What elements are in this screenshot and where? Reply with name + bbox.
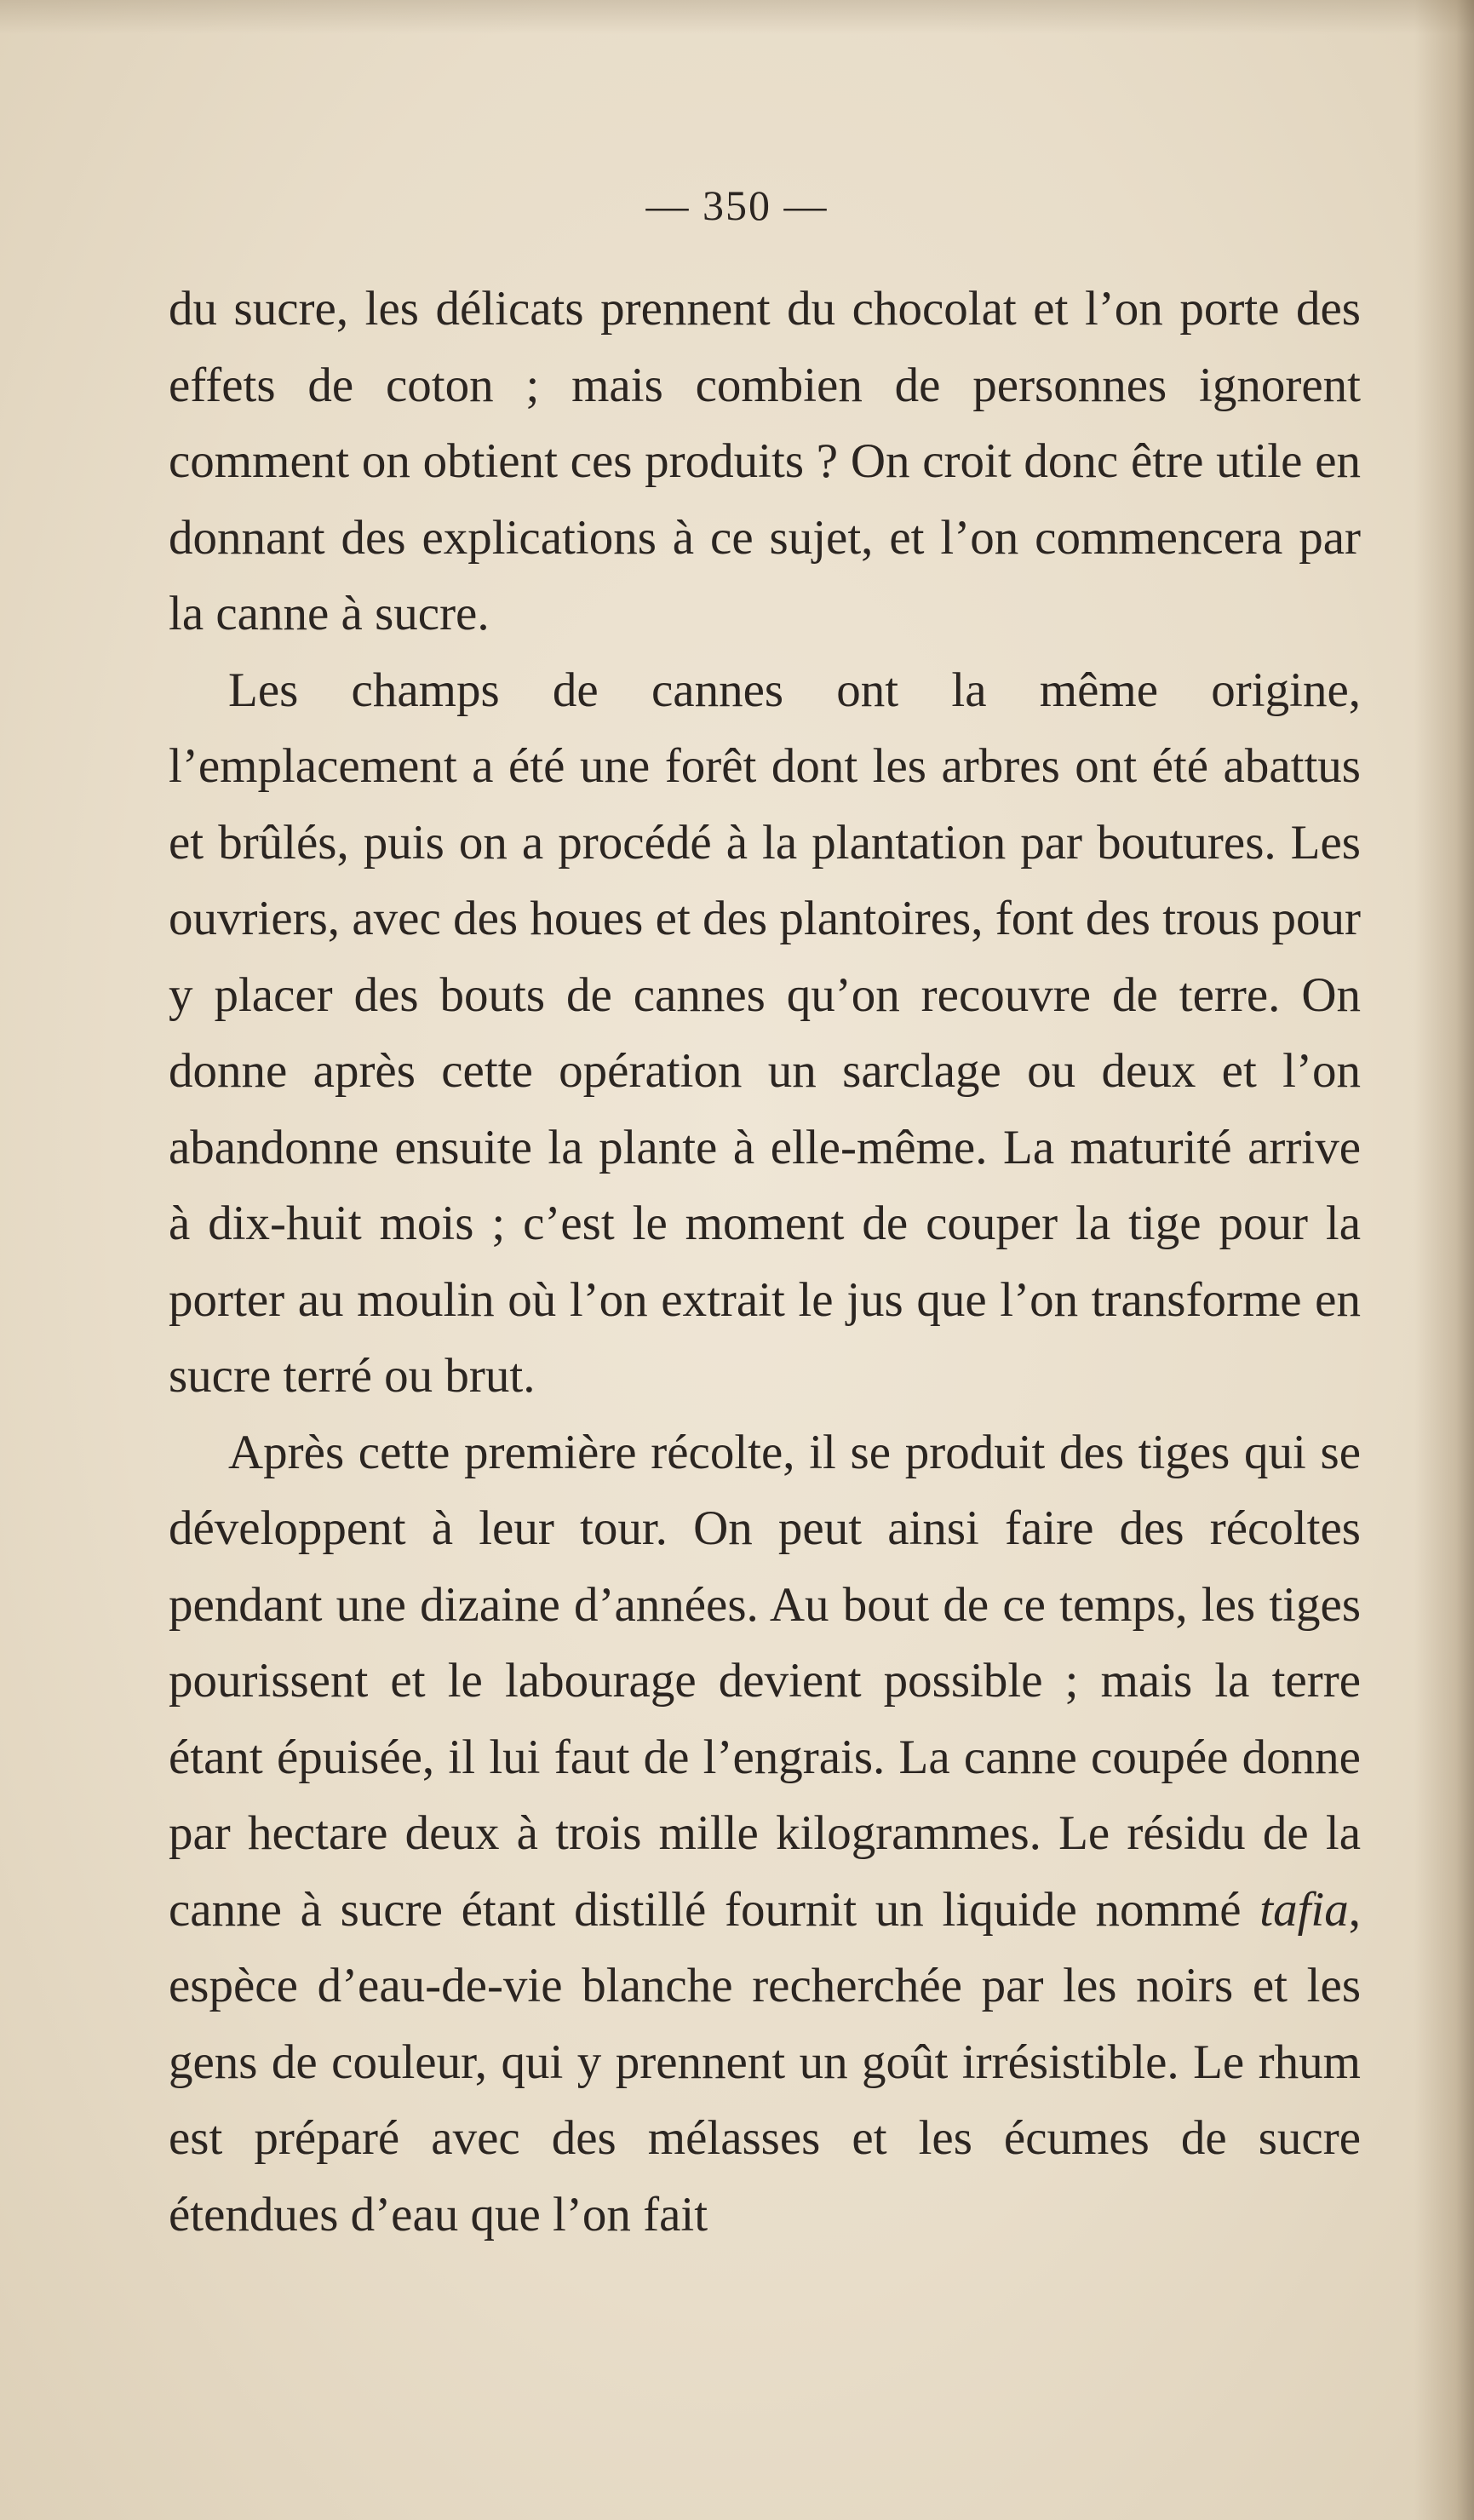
paragraph-2: Les champs de cannes ont la même origine, l’emplacement a été une forêt dont les arbres ont été abattus et brûlés, puis on a procédé à la plantation par boutures. Les ouvriers, avec des houes et des plantoires, font des trous pour y placer des bouts de cannes qu’on recouvre de terre. On donne après cette opération un sarclage ou deux et l’on abandonne ensuite la plante à elle-même. La maturité arrive à dix-huit mois ; c’est le moment de couper la tige pour la porter au moulin où l’on extrait le jus que l’on transforme en sucre terré ou brut. [169, 663, 1361, 1403]
body-text [169, 271, 1361, 2253]
italic-term: tafia [1259, 1882, 1349, 1937]
paragraph-1: du sucre, les délicats prennent du chocolat et l’on porte des effets de coton ; mais combien de personnes ignorent comment on obtient ces produits ? On croit donc être utile en donnant des explications à ce sujet, et l’on commencera par la canne à sucre. [169, 282, 1361, 640]
paragraph-3-text-after: , espèce d’eau-de-vie blanche recherchée par les noirs et les gens de couleur, qui y prennent un goût irrésistible. Le rhum est préparé avec des mélasses et les écumes de sucre étendues d’eau que l’on fait [169, 1882, 1361, 2242]
page-number: — 350 — [645, 181, 829, 229]
paragraph-3 [169, 1415, 1361, 2253]
page-binding-shadow [1414, 0, 1474, 2520]
paragraph-3-text-before: Après cette première récolte, il se produit des tiges qui se développent à leur tour. On peut ainsi faire des récoltes pendant une dizaine d’années. Au bout de ce temps, les tiges pourissent et le labourage devient possible ; mais la terre étant épuisée, il lui faut de l’engrais. La canne coupée donne par hectare deux à trois mille kilogrammes. Le résidu de la canne à sucre étant distillé fournit un liquide nommé [169, 1425, 1361, 1937]
page-top-shadow [0, 0, 1474, 34]
